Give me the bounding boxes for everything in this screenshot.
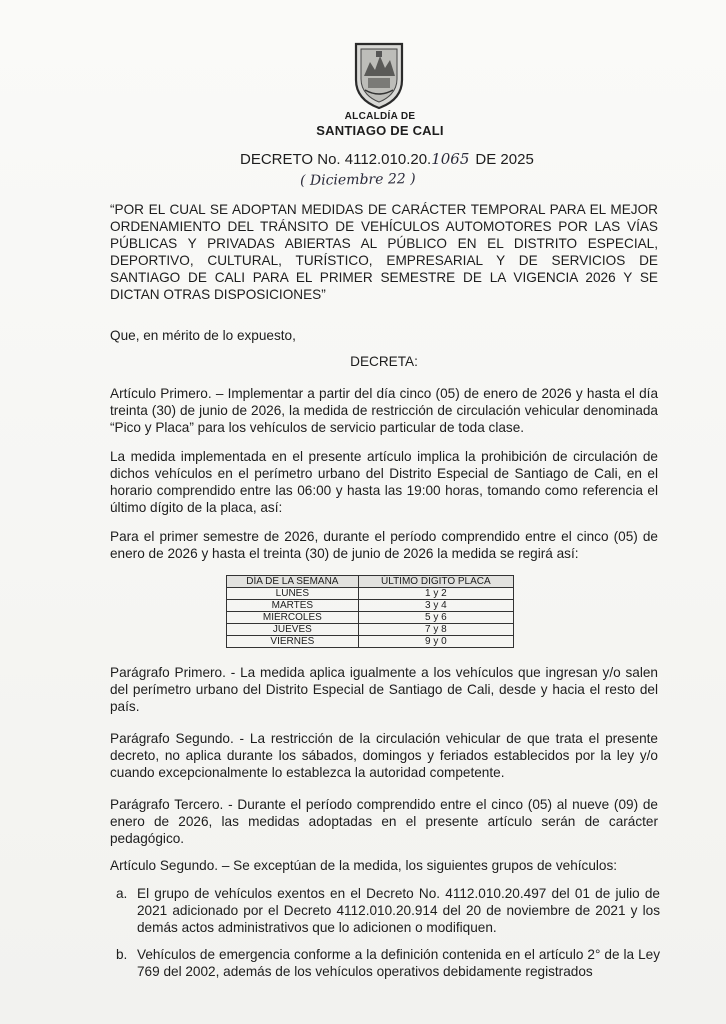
decree-prefix: DECRETO No. 4112.010.20.: [240, 151, 432, 168]
brand-line-2: SANTIAGO DE CALI: [316, 123, 444, 138]
decree-number-line: [240, 150, 534, 168]
articulo-primero: Artículo Primero. – Implementar a partir del día cinco (05) de enero de 2026 y hasta el día treinta (30) de junio de 2026, la medida de restricción de circulación vehicular denominada “Pico y Placa” para los vehículos de servicio particular de toda clase.: [110, 386, 658, 435]
handwritten-decree-number: 1065: [431, 150, 470, 168]
paragrafo-primero: Parágrafo Primero. - La medida aplica igualmente a los vehículos que ingresan y/o salen del perímetro urbano del Distrito Especial de Santiago de Cali, desde y hacia el resto del país.: [110, 665, 658, 714]
table-row: [227, 636, 514, 648]
list-item-text: Vehículos de emergencia conforme a la definición contenida en el artículo 2° de la Ley 769 del 2002, además de los vehículos operativos debidamente registrados: [137, 947, 660, 979]
articulo-segundo: Artículo Segundo. – Se exceptúan de la medida, los siguientes grupos de vehículos:: [110, 858, 618, 873]
decreta-heading: DECRETA:: [350, 354, 418, 369]
list-item: [116, 946, 660, 980]
list-item-marker: a.: [116, 886, 128, 901]
brand-line-1: ALCALDÍA DE: [344, 111, 416, 122]
table-cell-digits: 9 y 0: [358, 636, 513, 648]
list-item-text: El grupo de vehículos exentos en el Decreto No. 4112.010.20.497 del 01 de julio de 2021 adicionado por el Decreto 4112.010.20.914 del 20 de noviembre de 2021 y los demás actos administrativos que lo adicionen o modifiquen.: [137, 886, 660, 935]
table-cell-digits: 1 y 2: [358, 588, 513, 600]
table-cell-digits: 7 y 8: [358, 624, 513, 636]
table-row: [227, 624, 514, 636]
pico-y-placa-table: [226, 575, 514, 648]
table-row: [227, 600, 514, 612]
table-header-cell: DÍA DE LA SEMANA: [227, 576, 359, 588]
table-cell-digits: 3 y 4: [358, 600, 513, 612]
table-cell-digits: 5 y 6: [358, 612, 513, 624]
table-cell-day: LUNES: [227, 588, 359, 600]
decree-title: “POR EL CUAL SE ADOPTAN MEDIDAS DE CARÁCTER TEMPORAL PARA EL MEJOR ORDENAMIENTO DEL TRÁNSITO DE VEHÍCULOS AUTOMOTORES POR LAS VÍAS PÚBLICAS Y PRIVADAS ABIERTAS AL PÚBLICO EN EL DISTRITO ESPECIAL, DEPORTIVO, CULTURAL, TURÍSTICO, EMPRESARIAL Y DE SERVICIOS DE SANTIAGO DE CALI PARA EL PRIMER SEMESTRE DE LA VIGENCIA 2026 Y SE DICTAN OTRAS DISPOSICIONES”: [110, 202, 658, 302]
semestre-paragraph: Para el primer semestre de 2026, durante el período comprendido entre el cinco (05) de enero de 2026 y hasta el treinta (30) de junio de 2026 la medida se regirá así:: [110, 529, 658, 561]
cali-coat-of-arms-logo: [352, 40, 406, 110]
list-item-marker: b.: [116, 947, 128, 962]
decree-year: DE 2025: [475, 151, 534, 168]
intro-text: Que, en mérito de lo expuesto,: [110, 328, 296, 343]
table-header-row: [227, 576, 514, 588]
table-cell-day: MIÉRCOLES: [227, 612, 359, 624]
paragrafo-segundo: Parágrafo Segundo. - La restricción de la circulación vehicular de que trata el presente decreto, no aplica durante los sábados, domingos y feriados establecidos por la ley y/o cuando excepcionalmente lo establezca la autoridad competente.: [110, 731, 658, 780]
table-cell-day: MARTES: [227, 600, 359, 612]
table-header-cell: ÚLTIMO DIGITO PLACA: [358, 576, 513, 588]
medida-paragraph: La medida implementada en el presente artículo implica la prohibición de circulación de dichos vehículos en el perímetro urbano del Distrito Especial de Santiago de Cali, en el horario comprendido entre las 06:00 y hasta las 19:00 horas, tomando como referencia el último dígito de la placa, así:: [110, 449, 658, 515]
handwritten-date: ( Diciembre 22 ): [299, 170, 416, 190]
table-row: [227, 612, 514, 624]
table-cell-day: JUEVES: [227, 624, 359, 636]
list-item: [116, 885, 660, 936]
table-row: [227, 588, 514, 600]
table-cell-day: VIERNES: [227, 636, 359, 648]
paragrafo-tercero: Parágrafo Tercero. - Durante el período comprendido entre el cinco (05) al nueve (09) de enero de 2026, las medidas adoptadas en el presente artículo serán de carácter pedagógico.: [110, 797, 658, 846]
